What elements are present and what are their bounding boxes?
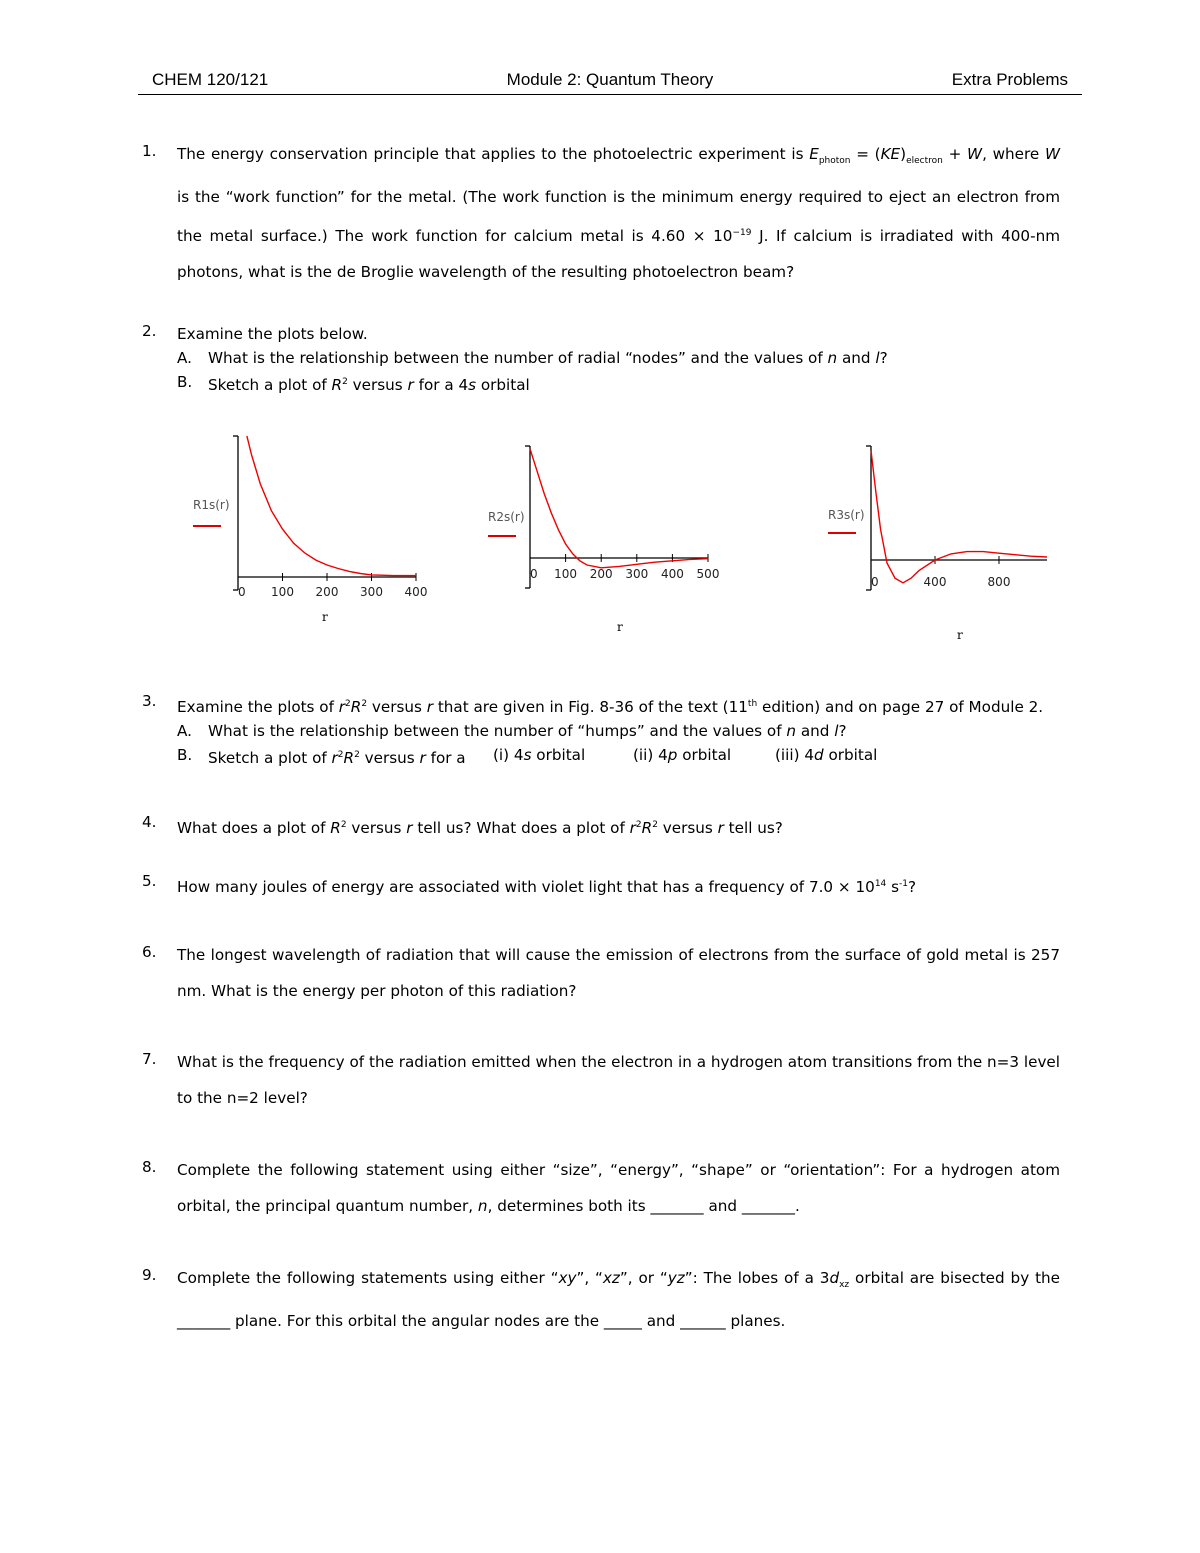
question-text: The energy conservation principle that applies to the photoelectric experiment is $E_{photon} = (KE)_{electron} + W$, where W is the “work function” for the metal. (The work function is the minimum energy required to eject an electron from the metal surface.) The work function for calcium metal is $4.60 \times 10^{-19}$ J. If calcium is irradiated with 400-nm photons, what is the de Broglie wavelength of the resulting photoelectron beam? [177,145,1061,282]
option-i: (i) 4s orbital [493,746,586,765]
question-5 [142,872,1060,899]
x-axis-label: r [617,620,623,634]
question-text: Complete the following statement using either “size”, “energy”, “shape” or “orientation”: For a hydrogen atom orbital, the principal quantum number, n, determines both its _______ and _______. [177,1161,1060,1215]
question-3 [142,692,1060,770]
chart-r3s-plot [825,442,1055,602]
question-number: 4. [142,813,157,831]
series-line [530,449,708,568]
chart-r1s-plot [190,430,430,620]
x-tick-label: 200 [589,567,613,581]
x-tick-label: 400 [923,575,947,589]
page-header [138,70,1082,95]
question-number: 2. [142,322,157,340]
x-tick-label: 400 [660,567,684,581]
sub-question-a: A. What is the relationship between the number of radial “nodes” and the values of n and l? [177,349,888,367]
question-text: What is the frequency of the radiation emitted when the electron in a hydrogen atom transitions from the n=3 level to the n=2 level? [177,1053,1060,1107]
question-text: Complete the following statements using either “xy”, “xz”, or “yz”: The lobes of a $3d_{xz}$ orbital are bisected by the _______ plane. For this orbital the angular nodes are the _____ and ______ planes. [177,1269,1060,1331]
course-code: CHEM 120/121 [152,70,269,89]
series-line [871,451,1047,583]
question-2 [142,322,1060,397]
x-tick-label: 400 [404,585,428,599]
y-axis-label: R3s(r) [828,508,865,522]
module-title: Module 2: Quantum Theory [506,70,714,89]
option-ii: (ii) 4p orbital [633,746,732,765]
sub-question-b: B. Sketch a plot of $r^2R^2$ versus r for a (i) 4s orbital (ii) 4p orbital (iii) 4d orbital [177,743,1060,770]
x-tick-label: 100 [554,567,578,581]
x-axis-label: r [322,610,328,624]
option-iii: (iii) 4d orbital [775,746,878,765]
x-tick-label: 0 [238,585,246,599]
question-text: What does a plot of $R^2$ versus r tell us? What does a plot of $r^2R^2$ versus r tell us? [177,819,783,838]
x-tick-label: 800 [987,575,1011,589]
sub-question-b: B. Sketch a plot of $R^2$ versus r for a 4s orbital [177,373,530,395]
y-axis-label: R2s(r) [488,510,525,524]
question-9 [142,1260,1060,1339]
question-7 [142,1044,1060,1116]
y-label-underline [193,525,221,527]
chart-r3s [825,442,1055,642]
question-number: 8. [142,1158,157,1176]
question-1 [142,136,1060,290]
sub-question-a: A. What is the relationship between the number of “humps” and the values of n and l? [177,722,847,741]
question-4 [142,813,1060,840]
question-text: Examine the plots below. [177,325,368,343]
question-text: Examine the plots of $r^2R^2$ versus r that are given in Fig. 8-36 of the text (11th edition) and on page 27 of Module 2. [177,698,1044,717]
question-6 [142,937,1060,1009]
doc-type: Extra Problems [951,70,1068,89]
question-number: 7. [142,1050,157,1068]
y-label-underline [828,532,856,534]
chart-r1s [190,430,430,625]
question-text: The longest wavelength of radiation that will cause the emission of electrons from the surface of gold metal is 257 nm. What is the energy per photon of this radiation? [177,946,1060,1000]
question-text: How many joules of energy are associated with violet light that has a frequency of $7.0 \times 10^{14}$ $s^{-1}$? [177,878,917,897]
series-line [247,436,416,576]
question-number: 3. [142,692,157,710]
question-number: 1. [142,142,157,160]
y-label-underline [488,535,516,537]
x-tick-label: 300 [360,585,383,599]
x-tick-label: 0 [871,575,879,589]
x-axis-label: r [957,628,963,642]
question-number: 5. [142,872,157,890]
question-8 [142,1152,1060,1224]
question-number: 9. [142,1266,157,1284]
x-tick-label: 0 [530,567,538,581]
x-tick-label: 100 [271,585,294,599]
chart-r2s [485,440,735,634]
x-tick-label: 300 [625,567,649,581]
x-tick-label: 500 [696,567,720,581]
y-axis-label: R1s(r) [193,498,230,512]
question-number: 6. [142,943,157,961]
x-tick-label: 200 [315,585,339,599]
